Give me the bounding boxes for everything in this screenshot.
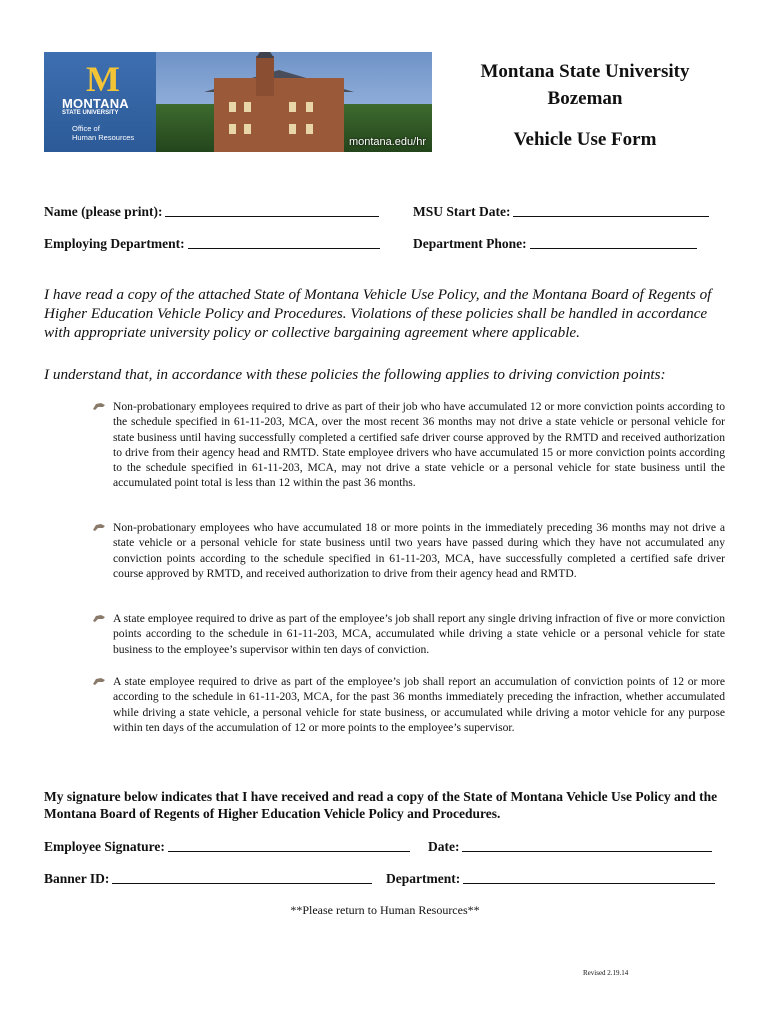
dept-input-line[interactable] bbox=[463, 882, 715, 884]
signature-field bbox=[44, 839, 410, 855]
start-date-input-line[interactable] bbox=[513, 215, 709, 217]
banner-id-input-line[interactable] bbox=[112, 882, 372, 884]
header-banner-image bbox=[44, 52, 432, 152]
start-date-field bbox=[413, 204, 709, 220]
signature-input-line[interactable] bbox=[168, 850, 410, 852]
conviction-points-intro: I understand that, in accordance with these policies the following applies to driving conviction points: bbox=[44, 366, 666, 383]
phone-field bbox=[413, 236, 697, 252]
university-name: Montana State University bbox=[480, 61, 690, 82]
logo-wordmark: MONTANA bbox=[62, 96, 129, 111]
signature-statement: My signature below indicates that I have received and read a copy of the State of Montana Vehicle Use Policy and the Montana Board of Regents of Higher Education Vehicle Policy and Procedures. bbox=[44, 789, 718, 821]
department-field bbox=[44, 236, 380, 252]
policy-acknowledgement-text: I have read a copy of the attached State of Montana Vehicle Use Policy, and the Montana Board of Regents of Higher Education Vehicle Policy and Procedures. Violations of these policies shall be handled in accordance with appropriate university policy or collective bargaining agreement where applicable. bbox=[44, 286, 712, 341]
logo-subtitle: STATE UNIVERSITY bbox=[62, 110, 119, 116]
date-input-line[interactable] bbox=[462, 850, 712, 852]
date-field bbox=[428, 839, 712, 855]
form-header bbox=[450, 58, 720, 153]
signature-label: Employee Signature: bbox=[44, 839, 165, 854]
form-title: Vehicle Use Form bbox=[513, 129, 657, 150]
banner-url: montana.edu/hr bbox=[348, 136, 426, 148]
banner-id-field bbox=[44, 871, 372, 887]
tower-graphic bbox=[256, 56, 274, 96]
msu-logo-icon: M bbox=[86, 59, 120, 99]
department-input-line[interactable] bbox=[188, 247, 380, 249]
bobcat-bullet-icon bbox=[92, 522, 106, 532]
name-label: Name (please print): bbox=[44, 204, 163, 219]
dept-field bbox=[386, 871, 715, 887]
msu-logo-panel bbox=[44, 52, 156, 152]
name-input-line[interactable] bbox=[165, 215, 379, 217]
bobcat-bullet-icon bbox=[92, 676, 106, 686]
return-instruction: **Please return to Human Resources** bbox=[290, 903, 480, 917]
campus-name: Bozeman bbox=[547, 88, 623, 109]
start-date-label: MSU Start Date: bbox=[413, 204, 511, 219]
bullet-item: Non-probationary employees who have accumulated 18 or more points in the immediately preceding 36 months may not drive a state vehicle or a personal vehicle for state business until two years have passed during which they have not accumulated any conviction points according to the schedule specified in 61-11-203, MCA, have successfully completed a certified safe driver course approved by RMTD, and received authorization to drive from their agency head and RMTD. bbox=[113, 521, 725, 580]
office-label: Office of Human Resources bbox=[72, 124, 135, 142]
spire-graphic bbox=[256, 52, 274, 58]
montana-hall-graphic bbox=[214, 78, 344, 152]
bullet-item: A state employee required to drive as part of the employee’s job shall report an accumulation of conviction points of 12 or more according to the schedule in 61-11-203, MCA, for the past 36 months immediately preceding the infraction, whether accumulated while driving a state vehicle, a personal vehicle for state business, or accumulated while driving a motor vehicle for any purpose within ten days of the accumulation of 12 or more points to the employee’s supervisor. bbox=[113, 675, 725, 734]
date-label: Date: bbox=[428, 839, 460, 854]
name-field bbox=[44, 204, 379, 220]
banner-id-label: Banner ID: bbox=[44, 871, 110, 886]
phone-input-line[interactable] bbox=[530, 247, 697, 249]
revision-date: Revised 2.19.14 bbox=[583, 969, 629, 977]
bullet-item: A state employee required to drive as part of the employee’s job shall report any single driving infraction of five or more conviction points according to the schedule in 61-11-203, MCA, accumulated while driving a state vehicle or a personal vehicle for state business to the employee’s supervisor within ten days of conviction. bbox=[113, 612, 725, 656]
dept-label: Department: bbox=[386, 871, 461, 886]
bobcat-bullet-icon bbox=[92, 401, 106, 411]
department-label: Employing Department: bbox=[44, 236, 185, 251]
bullet-item: Non-probationary employees required to drive as part of their job who have accumulated 12 or more conviction points according to the schedule specified in 61-11-203, MCA, over the most recent 36 months may not drive a state vehicle or personal vehicle for state business until having successfully completed a certified safe driver course approved by the RMTD and received authorization to drive from their agency head and RMTD. State employee drivers who have accumulated 15 or more conviction points according to the schedule specified in 61-11-203, MCA, may not drive a state vehicle or a personal vehicle for state business until the accumulated point total is less than 12 within the past 36 months. bbox=[113, 400, 725, 490]
bobcat-bullet-icon bbox=[92, 613, 106, 623]
phone-label: Department Phone: bbox=[413, 236, 527, 251]
